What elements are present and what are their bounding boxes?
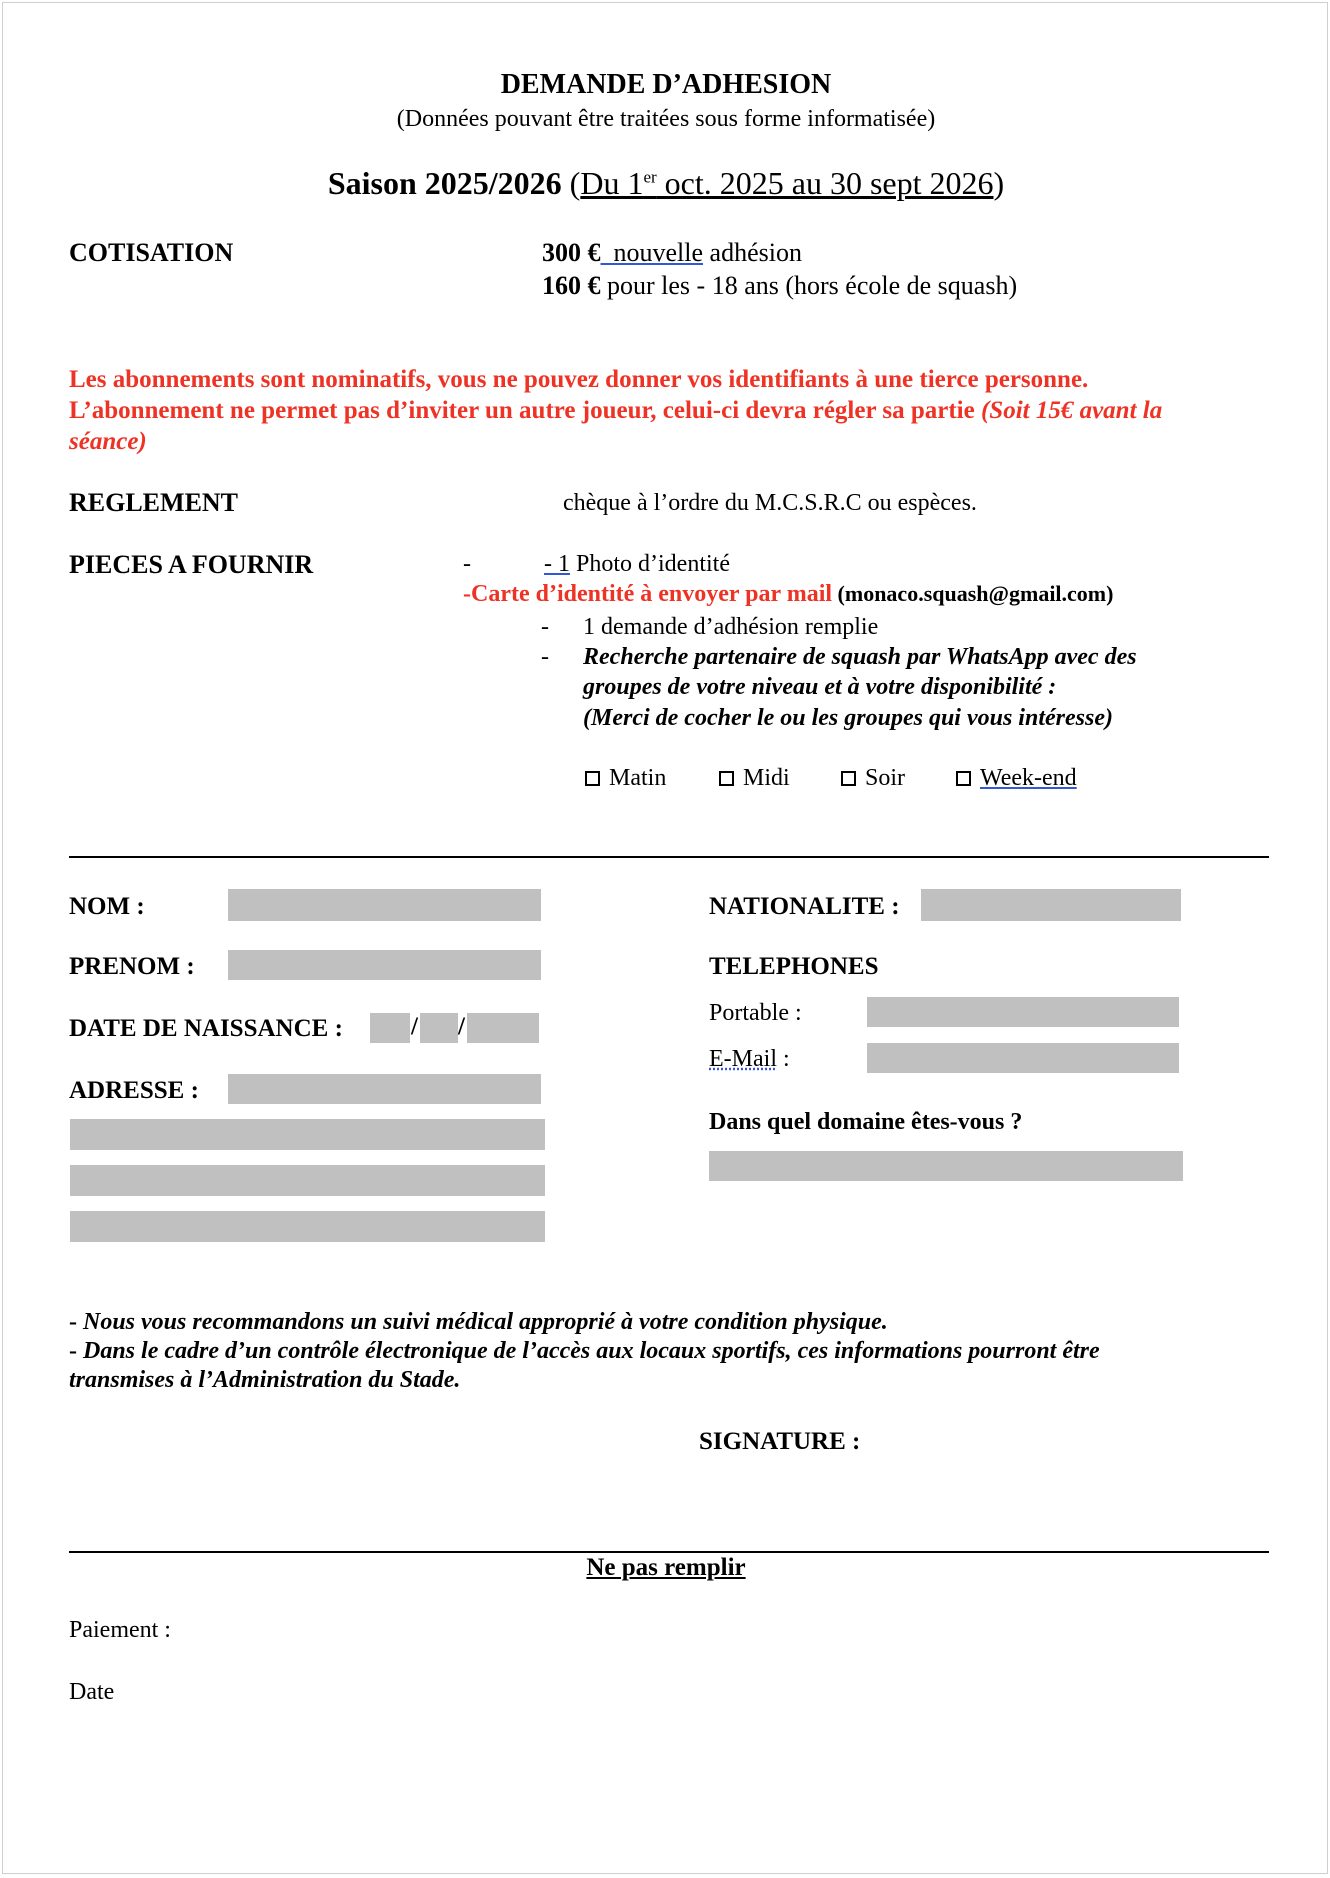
note-controle-2: transmises à l’Administration du Stade. [69,1367,461,1393]
prenom-label: PRENOM : [69,953,195,980]
document-subtitle: (Données pouvant être traitées sous forme informatisée) [396,106,936,132]
adresse-label: ADRESSE : [69,1077,199,1104]
nouvelle-link: nouvelle [600,238,704,267]
contact-email: (monaco.squash@gmail.com) [832,581,1114,606]
dob-month-field[interactable] [420,1013,458,1043]
checkbox-week-end[interactable]: Week-end [956,765,1077,792]
nationalite-label: NATIONALITE : [709,893,900,920]
footer-title: Ne pas remplir [586,1554,746,1581]
portable-label: Portable : [709,1000,802,1026]
section-divider [69,856,1269,858]
pieces-item-photo: - 1 Photo d’identité [544,551,730,577]
checkbox-midi[interactable]: Midi [719,765,790,792]
document-title: DEMANDE D’ADHESION [500,69,832,100]
telephones-label: TELEPHONES [709,953,879,980]
season-close: ) [993,165,1005,201]
checkbox-square-icon[interactable] [956,771,971,786]
checkbox-soir[interactable]: Soir [841,765,905,792]
pieces-dash-4: - [541,644,549,670]
cotisation-label: COTISATION [69,238,234,267]
dob-day-field[interactable] [370,1013,410,1043]
adresse-field-1[interactable] [228,1074,541,1104]
cotisation-amount-1: 300 € [542,238,601,267]
checkbox-square-icon[interactable] [719,771,734,786]
portable-field[interactable] [867,997,1179,1027]
pieces-item-whatsapp-2: groupes de votre niveau et à votre disponibilité : [583,674,1057,700]
dob-label: DATE DE NAISSANCE : [69,1015,343,1042]
pieces-label: PIECES A FOURNIR [69,550,314,579]
cotisation-line-1: 300 € nouvelle adhésion [542,238,802,267]
prenom-field[interactable] [228,950,541,980]
email-label: E-Mail : [709,1046,790,1072]
pieces-item-carte: -Carte d’identité à envoyer par mail (monaco.squash@gmail.com) [463,581,1114,607]
pieces-dash-1: - [463,551,471,577]
adresse-field-3[interactable] [70,1165,545,1196]
dob-separator: / [411,1013,418,1040]
paiement-label: Paiement : [69,1617,171,1643]
nom-label: NOM : [69,893,145,920]
nationalite-field[interactable] [921,889,1181,921]
nom-field[interactable] [228,889,541,921]
reglement-label: REGLEMENT [69,488,239,517]
domaine-label: Dans quel domaine êtes-vous ? [709,1109,1023,1135]
cotisation-line-2: 160 € pour les - 18 ans (hors école de squash) [542,271,1018,300]
email-field[interactable] [867,1043,1179,1073]
checkbox-matin[interactable]: Matin [585,765,666,792]
note-controle-1: - Dans le cadre d’un contrôle électronique de l’accès aux locaux sportifs, ces informations pourront être [69,1338,1100,1364]
checkbox-square-icon[interactable] [841,771,856,786]
checkbox-square-icon[interactable] [585,771,600,786]
dob-year-field[interactable] [467,1013,539,1043]
pieces-item-demande: 1 demande d’adhésion remplie [583,614,879,640]
pieces-dash-3: - [541,614,549,640]
season-heading [3,165,1329,202]
season-label: Saison 2025/2026 [327,165,562,201]
document-page [2,2,1328,1874]
pieces-item-whatsapp-3: (Merci de cocher le ou les groupes qui vous intéresse) [583,705,1113,731]
warning-line-2: L’abonnement ne permet pas d’inviter un autre joueur, celui-ci devra régler sa partie (Soit 15€ avant la [69,397,1163,424]
adresse-field-2[interactable] [70,1119,545,1150]
reglement-text: chèque à l’ordre du M.C.S.R.C ou espèces. [563,490,977,516]
season-period: Du 1er oct. 2025 au 30 sept 2026 [580,165,994,201]
dob-separator: / [458,1013,465,1040]
adresse-field-4[interactable] [70,1211,545,1242]
season-open: ( [561,165,581,201]
note-medical: - Nous vous recommandons un suivi médical approprié à votre condition physique. [69,1309,888,1335]
cotisation-amount-2: 160 € [542,271,601,300]
pieces-item-whatsapp-1: Recherche partenaire de squash par WhatsApp avec des [583,644,1137,670]
warning-line-1: Les abonnements sont nominatifs, vous ne pouvez donner vos identifiants à une tierce personne. [69,366,1089,393]
date-label: Date [69,1679,115,1705]
warning-line-3: séance) [69,428,147,455]
signature-label: SIGNATURE : [699,1428,861,1455]
footer-divider [69,1551,1269,1553]
domaine-field[interactable] [709,1151,1183,1181]
